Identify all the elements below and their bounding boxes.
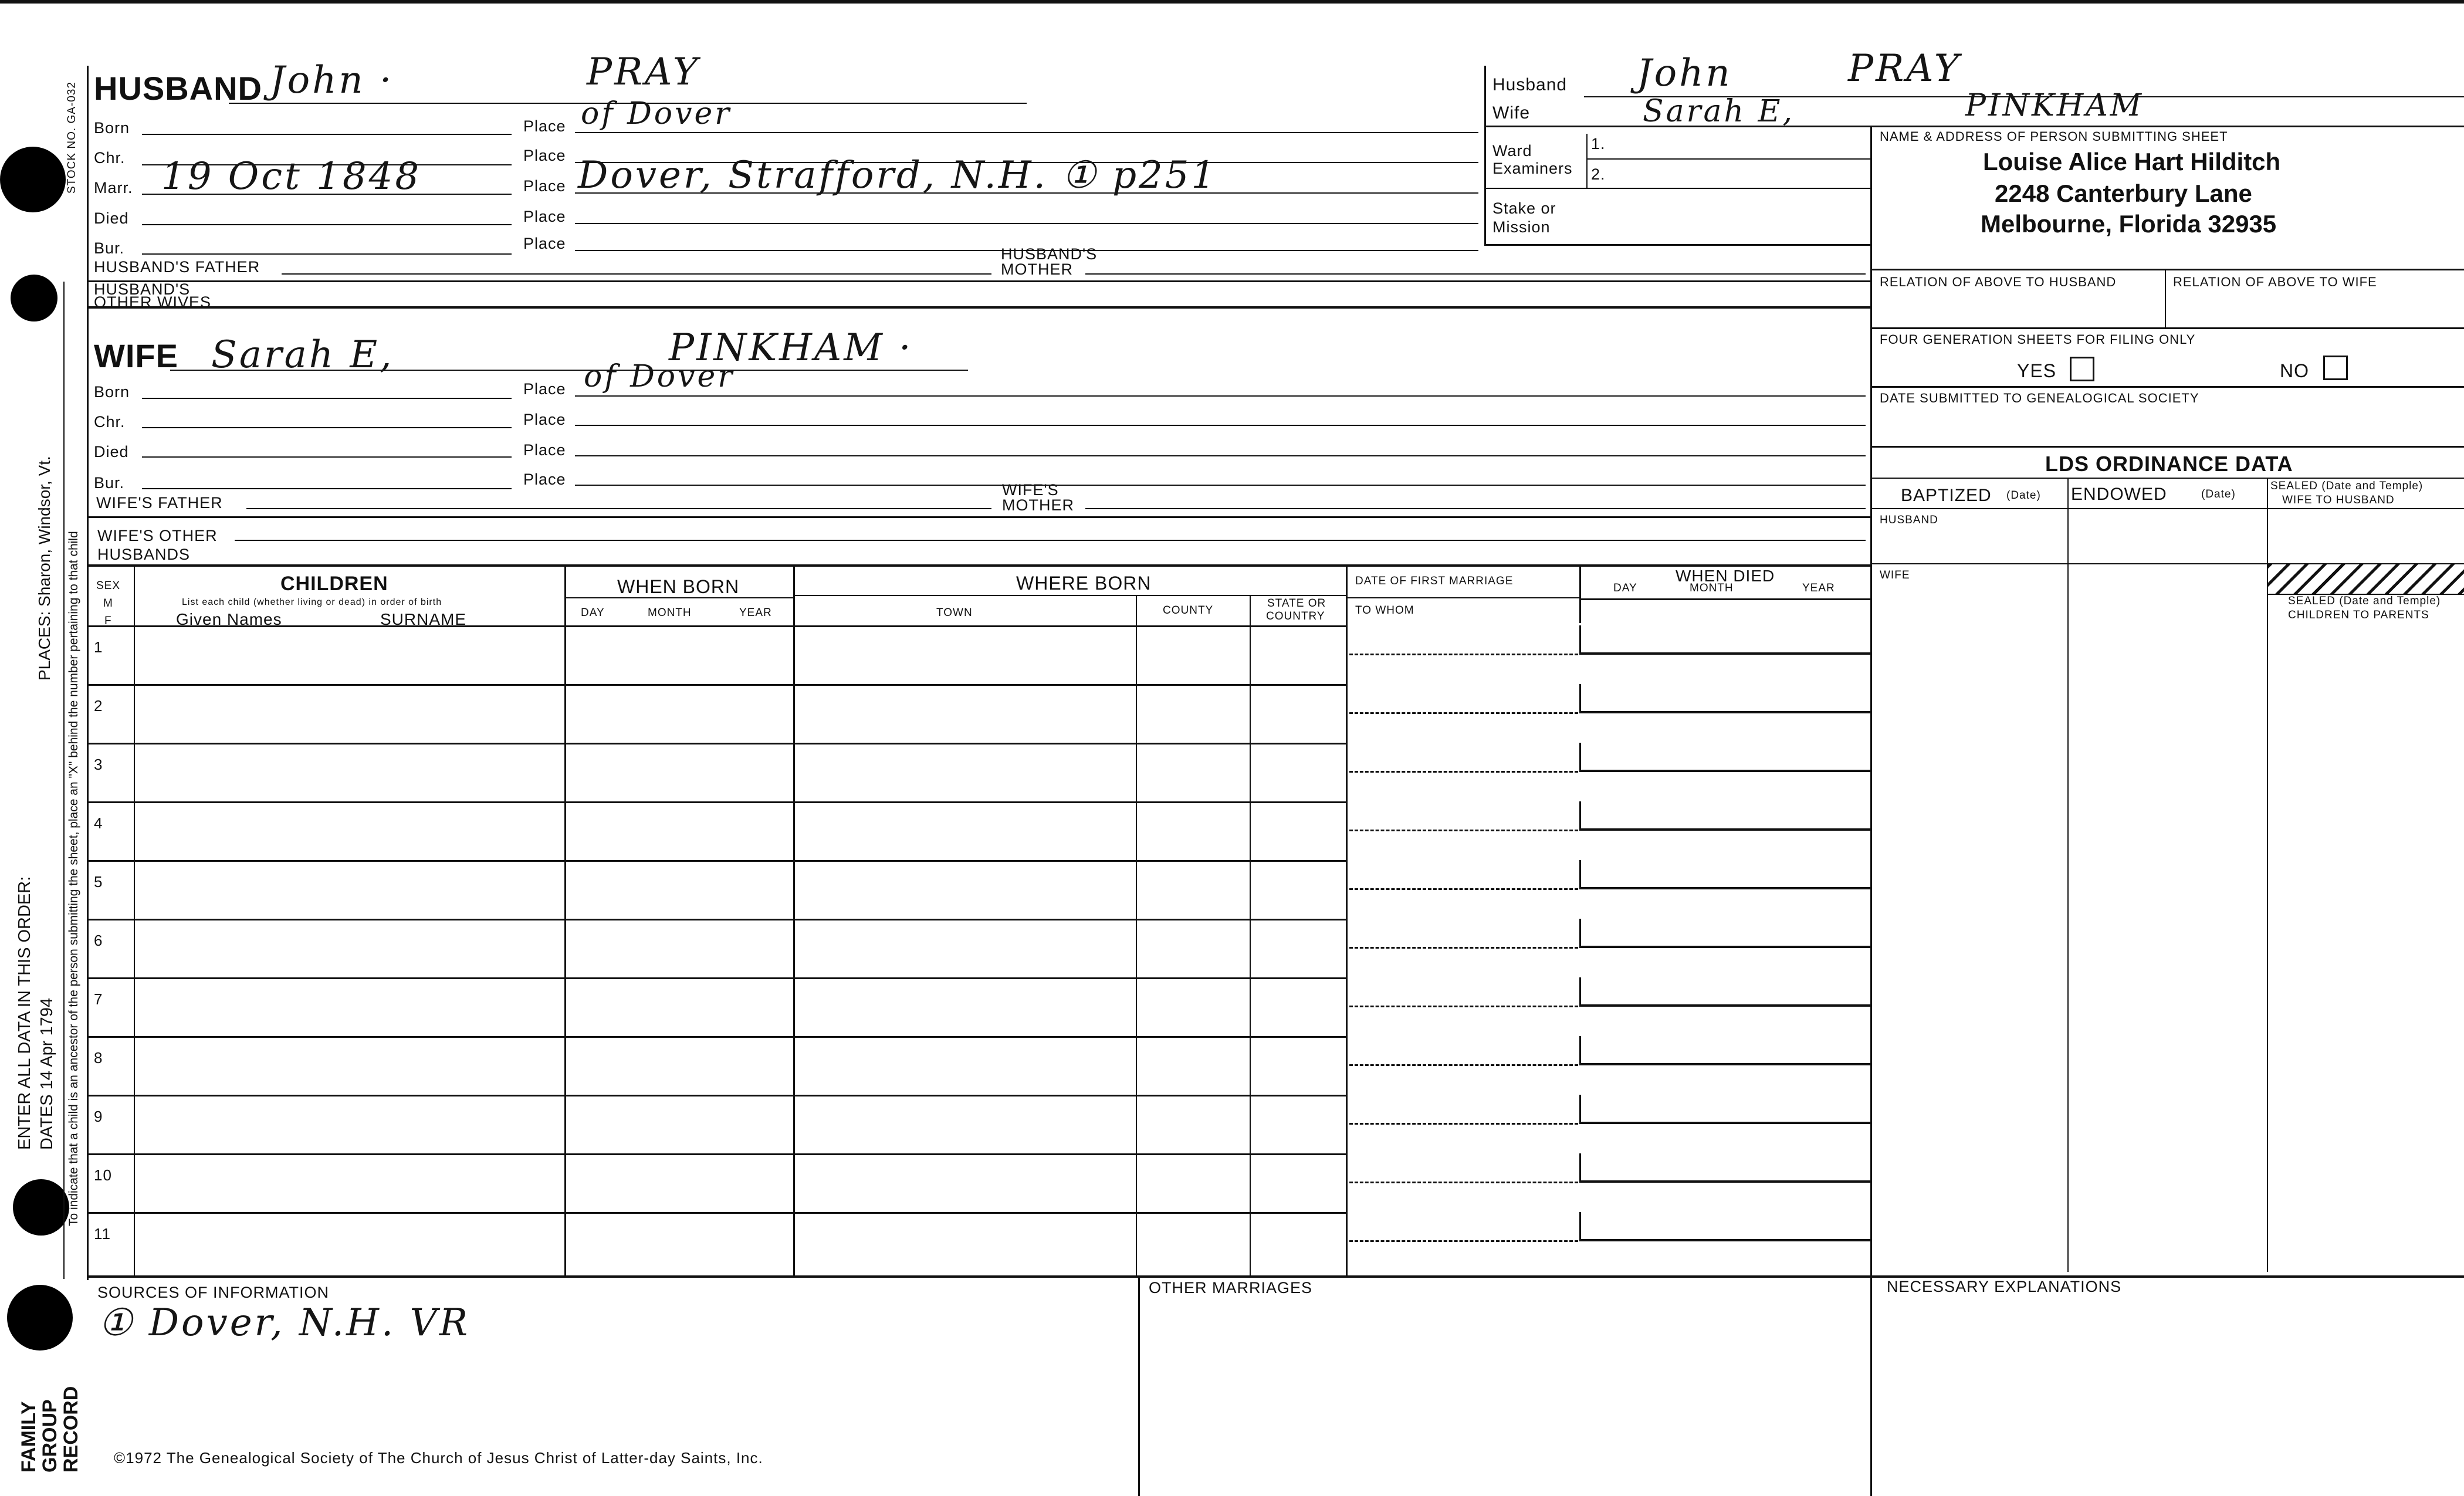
child-marriage-line — [1349, 1064, 1578, 1066]
child-died-bracket — [1579, 684, 1581, 712]
child-marriage-line — [1349, 830, 1578, 831]
child-died-line — [1579, 1004, 1870, 1007]
child-died-line — [1579, 828, 1870, 831]
husband-other-wives-1: HUSBAND'S — [94, 280, 191, 298]
sealed-children-label-2: CHILDREN TO PARENTS — [2288, 609, 2429, 621]
child-marriage-line — [1349, 1240, 1578, 1242]
submitter-street: 2248 Canterbury Lane — [1995, 180, 2252, 207]
right-column-border — [1870, 126, 1872, 1496]
husband-marr-place: Dover, Strafford, N.H. ① p251 — [578, 154, 1218, 197]
mission-label: Mission — [1492, 218, 1551, 236]
child-row-separator — [87, 1036, 1346, 1038]
wife-died-place-label: Place — [523, 441, 566, 459]
surname-label: SURNAME — [380, 610, 467, 628]
child-row-separator — [87, 1095, 1346, 1096]
wife-surname: PINKHAM · — [669, 326, 913, 370]
child-row-separator — [87, 684, 1346, 686]
wife-born-place: of Dover — [584, 359, 735, 394]
husband-marr-place-label: Place — [523, 177, 566, 195]
wife-chr-place-label: Place — [523, 411, 566, 428]
child-marriage-line — [1349, 712, 1578, 714]
punch-hole-4 — [7, 1285, 73, 1351]
child-row-separator — [87, 977, 1346, 979]
wife-heading: WIFE — [94, 337, 178, 374]
husband-bur-place-label: Place — [523, 235, 566, 252]
sources-label: SOURCES OF INFORMATION — [97, 1284, 330, 1301]
child-died-line — [1579, 1180, 1870, 1183]
submitter-city: Melbourne, Florida 32935 — [1981, 210, 2277, 238]
husband-born-place-label: Place — [523, 117, 566, 135]
side-text-border — [63, 282, 65, 1279]
punch-hole-3 — [13, 1179, 69, 1236]
wife-born-place-label: Place — [523, 380, 566, 398]
first-marriage-label: DATE OF FIRST MARRIAGE — [1355, 575, 1514, 587]
to-whom-label: TO WHOM — [1355, 604, 1414, 617]
relation-wife-label: RELATION OF ABOVE TO WIFE — [2173, 275, 2377, 289]
hdr-wife-given: Sarah E, — [1643, 94, 1795, 129]
top-border — [0, 0, 2464, 4]
child-died-bracket — [1579, 801, 1581, 830]
wife-other-husbands-2: HUSBANDS — [97, 546, 191, 563]
child-died-bracket — [1579, 1212, 1581, 1240]
no-checkbox[interactable] — [2323, 356, 2348, 380]
child-marriage-line — [1349, 654, 1578, 655]
child-marriage-line — [1349, 1123, 1578, 1125]
punch-hole-1 — [0, 147, 66, 212]
endowed-date-label: (Date) — [2201, 488, 2236, 500]
given-names-label: Given Names — [176, 610, 282, 628]
child-row-separator — [87, 743, 1346, 744]
died-month-label: MONTH — [1690, 582, 1734, 594]
child-row-number: 6 — [94, 932, 103, 949]
husband-marr-label: Marr. — [94, 179, 133, 197]
sealed-wife-label-2: WIFE TO HUSBAND — [2282, 494, 2395, 506]
hdr-husband-surname: PRAY — [1848, 47, 1962, 90]
child-died-line — [1579, 1122, 1870, 1124]
wife-bur-place-label: Place — [523, 471, 566, 488]
sex-m: M — [103, 597, 113, 610]
husband-other-wives-2: OTHER WIVES — [94, 293, 212, 311]
husband-born-label: Born — [94, 119, 130, 137]
died-day-label: DAY — [1613, 582, 1637, 594]
wife-bur-label: Bur. — [94, 474, 125, 492]
child-marriage-line — [1349, 1182, 1578, 1183]
lds-title: LDS ORDINANCE DATA — [2045, 452, 2293, 476]
born-month-label: MONTH — [648, 607, 692, 619]
relation-husband-label: RELATION OF ABOVE TO HUSBAND — [1880, 275, 2117, 289]
punch-hole-2 — [11, 275, 57, 321]
child-died-bracket — [1579, 625, 1581, 654]
child-died-bracket — [1579, 1153, 1581, 1182]
husband-born-place: of Dover — [581, 96, 732, 131]
no-label: NO — [2280, 360, 2309, 381]
county-label: COUNTY — [1163, 604, 1214, 617]
child-marriage-line — [1349, 1006, 1578, 1007]
state-label-2: COUNTRY — [1266, 610, 1325, 622]
child-died-line — [1579, 652, 1870, 655]
husband-chr-place-label: Place — [523, 147, 566, 164]
child-row-number: 10 — [94, 1166, 112, 1184]
submitter-label: NAME & ADDRESS OF PERSON SUBMITTING SHEET — [1880, 129, 2228, 144]
sex-f: F — [104, 615, 112, 627]
side-note: To indicate that a child is an ancestor of the person submitting the sheet, place an "X" behind the number pertaining to that child — [67, 531, 80, 1226]
child-died-line — [1579, 1063, 1870, 1065]
born-day-label: DAY — [581, 607, 605, 619]
yes-checkbox[interactable] — [2070, 357, 2094, 381]
child-row-separator — [87, 801, 1346, 803]
husband-father-label: HUSBAND'S FATHER — [94, 258, 260, 276]
child-died-bracket — [1579, 743, 1581, 771]
sex-label: SEX — [96, 580, 121, 592]
child-marriage-line — [1349, 771, 1578, 773]
stake-label: Stake or — [1492, 199, 1556, 217]
husband-died-label: Died — [94, 209, 129, 227]
side-title-1: FAMILY — [18, 1401, 40, 1473]
state-label-1: STATE OR — [1267, 597, 1326, 610]
wife-father-label: WIFE'S FATHER — [96, 494, 223, 512]
hdr-husband-label: Husband — [1492, 75, 1568, 94]
child-row-number: 8 — [94, 1049, 103, 1067]
lds-wife-row: WIFE — [1880, 569, 1910, 581]
sources-value: ① Dover, N.H. VR — [99, 1301, 470, 1345]
when-died-label: WHEN DIED — [1676, 567, 1775, 585]
date-submitted-label: DATE SUBMITTED TO GENEALOGICAL SOCIETY — [1880, 391, 2199, 405]
child-died-bracket — [1579, 860, 1581, 888]
ward-label: Ward — [1492, 142, 1532, 160]
husband-mother-label-1: HUSBAND'S — [1001, 245, 1098, 263]
child-died-line — [1579, 711, 1870, 713]
hdr-husband-given: John — [1637, 52, 1732, 95]
child-row-number: 5 — [94, 873, 103, 891]
husband-surname: PRAY — [587, 50, 700, 94]
copyright-line: ©1972 The Genealogical Society of The Church of Jesus Christ of Latter-day Saints, Inc. — [114, 1449, 763, 1467]
husband-died-place-label: Place — [523, 208, 566, 225]
died-year-label: YEAR — [1802, 582, 1835, 594]
examiner-1: 1. — [1591, 135, 1606, 153]
side-enter: ENTER ALL DATA IN THIS ORDER: — [15, 876, 34, 1150]
child-died-line — [1579, 887, 1870, 889]
child-row-number: 3 — [94, 756, 103, 773]
child-died-line — [1579, 946, 1870, 948]
endowed-label: ENDOWED — [2071, 485, 2167, 504]
side-places: PLACES: Sharon, Windsor, Vt. — [35, 456, 53, 681]
hatched-cell — [2268, 564, 2464, 594]
children-heading: CHILDREN — [280, 573, 388, 595]
necessary-explanations-label: NECESSARY EXPLANATIONS — [1887, 1278, 2122, 1295]
child-died-bracket — [1579, 977, 1581, 1006]
child-row-number: 1 — [94, 638, 103, 656]
where-born-label: WHERE BORN — [1016, 573, 1152, 594]
child-marriage-line — [1349, 947, 1578, 949]
child-row-number: 11 — [94, 1225, 111, 1243]
husband-given: John · — [270, 59, 394, 102]
husband-chr-label: Chr. — [94, 149, 126, 167]
wife-born-label: Born — [94, 383, 130, 401]
husband-bur-label: Bur. — [94, 239, 125, 257]
born-year-label: YEAR — [739, 607, 772, 619]
other-marriages-label: OTHER MARRIAGES — [1149, 1279, 1313, 1297]
town-label: TOWN — [936, 607, 973, 619]
when-born-label: WHEN BORN — [617, 576, 740, 597]
child-died-bracket — [1579, 919, 1581, 947]
child-row-number: 7 — [94, 990, 103, 1008]
sealed-wife-label-1: SEALED (Date and Temple) — [2270, 480, 2424, 492]
submitter-name: Louise Alice Hart Hilditch — [1983, 148, 2281, 175]
wife-given: Sarah E, — [211, 333, 394, 377]
child-row-separator — [87, 1153, 1346, 1155]
wife-mother-label-1: WIFE'S — [1002, 481, 1059, 499]
wife-chr-label: Chr. — [94, 413, 126, 431]
child-died-bracket — [1579, 1095, 1581, 1123]
side-dates: DATES 14 Apr 1794 — [38, 997, 56, 1150]
children-note: List each child (whether living or dead) in order of birth — [182, 597, 442, 607]
wife-mother-label-2: MOTHER — [1002, 496, 1074, 514]
header-divider — [1484, 66, 1486, 245]
side-title-2: GROUP — [39, 1399, 61, 1473]
baptized-label: BAPTIZED — [1901, 486, 1992, 505]
hdr-wife-surname: PINKHAM — [1965, 88, 2144, 123]
side-title-3: RECORD — [60, 1386, 82, 1473]
child-row-separator — [87, 860, 1346, 862]
baptized-date-label: (Date) — [2006, 489, 2041, 502]
hdr-wife-label: Wife — [1492, 103, 1530, 123]
yes-label: YES — [2017, 360, 2057, 381]
husband-marr-date: 19 Oct 1848 — [161, 155, 422, 198]
four-gen-label: FOUR GENERATION SHEETS FOR FILING ONLY — [1880, 332, 2196, 347]
form-left-border — [87, 66, 89, 1280]
examiners-label: Examiners — [1492, 160, 1573, 177]
child-died-line — [1579, 1239, 1870, 1241]
child-row-number: 4 — [94, 814, 103, 832]
husband-heading: HUSBAND — [94, 70, 262, 107]
wife-died-label: Died — [94, 443, 129, 461]
examiner-2: 2. — [1591, 165, 1606, 183]
husband-mother-label-2: MOTHER — [1001, 260, 1073, 278]
child-died-bracket — [1579, 1036, 1581, 1064]
wife-other-husbands-1: WIFE'S OTHER — [97, 527, 218, 544]
child-row-number: 2 — [94, 697, 103, 715]
child-died-line — [1579, 770, 1870, 772]
stock-number: STOCK NO. GA-032 — [66, 82, 78, 194]
child-marriage-line — [1349, 888, 1578, 890]
child-row-number: 9 — [94, 1108, 103, 1125]
child-row-separator — [87, 919, 1346, 920]
lds-husband-row: HUSBAND — [1880, 514, 1938, 526]
sealed-children-label-1: SEALED (Date and Temple) — [2288, 595, 2441, 607]
child-row-separator — [87, 1212, 1346, 1214]
